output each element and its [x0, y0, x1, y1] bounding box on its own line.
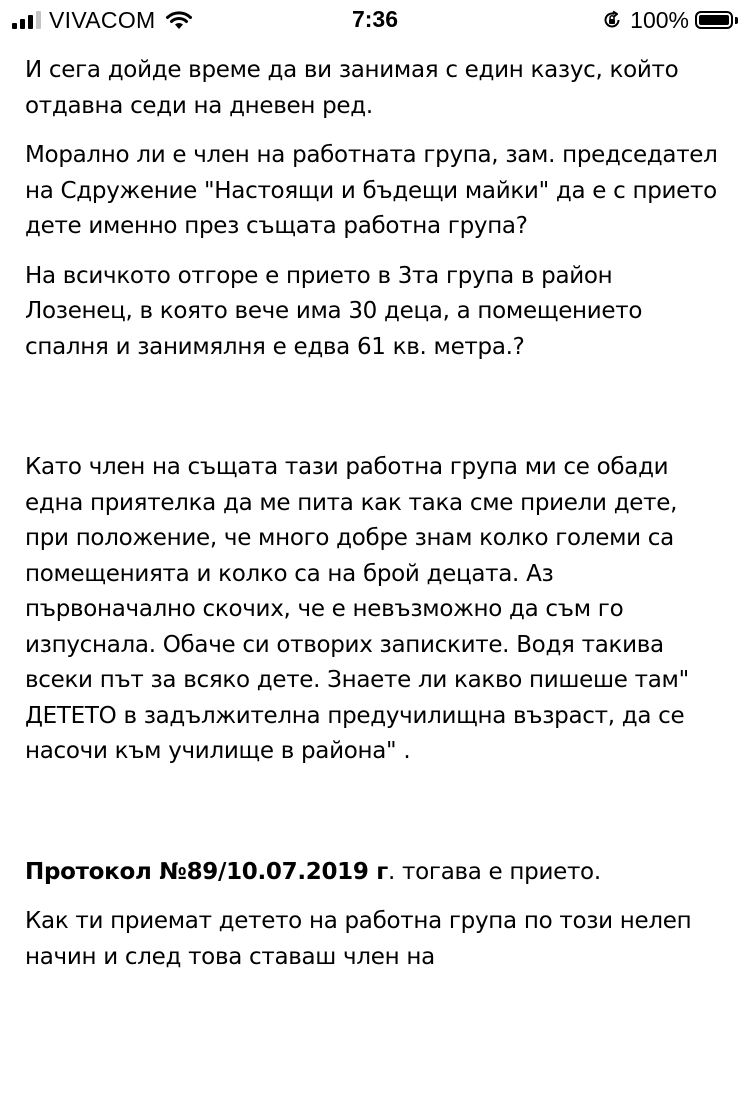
paragraph-closing: Как ти приемат детето на работна група по този нелеп начин и след това ставаш член на: [25, 908, 692, 970]
paragraph-story: Като член на същата тази работна група ми се обади една приятелка да ме пита как така сме приели дете, при положение, че много добре знам колко големи са помещенията и колко са на брой децата. Аз първоначално скочих, че е невъзможно да съм го изпуснала. Обаче си отворих записките. Водя такива всеки път за всяко дете. Знаете ли какво пишеше там" ДЕТЕТО в задължителна предучилищна възраст, да се насочи към училище в района" .: [25, 454, 689, 764]
protocol-reference: Протокол №89/10.07.2019 г: [25, 858, 389, 885]
battery-percent: 100%: [630, 6, 689, 33]
orientation-lock-icon: [602, 10, 622, 30]
paragraph-group-details: На всичкото отгоре е прието в 3та група в район Лозенец, в която вече има 30 деца, а помещението спалня и занимялня е едва 61 кв. метра.?: [25, 262, 643, 360]
status-bar-right: [602, 8, 738, 32]
battery-icon: [695, 11, 738, 29]
paragraph-intro: И сега дойде време да ви занимая с един казус, който отдавна седи на дневен ред.: [25, 57, 679, 119]
protocol-rest: . тогава е прието.: [388, 858, 601, 885]
paragraph-protocol: [25, 855, 725, 891]
carrier-name: VIVACOM: [49, 6, 156, 33]
article-body: [25, 53, 725, 975]
paragraph-question: Морално ли е член на работната група, зам. председател на Сдружение "Настоящи и бъдещи майки" да е с прието дете именно през същата работна група?: [25, 142, 718, 239]
status-bar-time: 7:36: [351, 6, 399, 32]
status-bar: [0, 0, 750, 40]
